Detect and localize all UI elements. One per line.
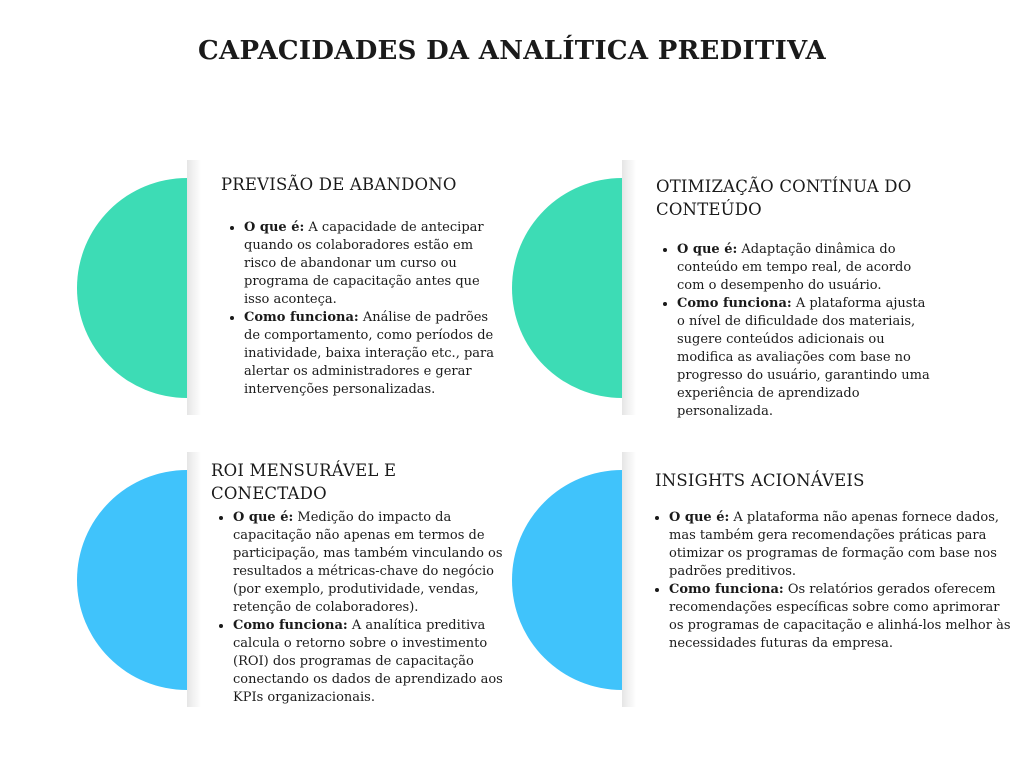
list-item: • Como funciona: Os relatórios gerados oferecem recomendações específicas sobre como aprimorar os programas de capacitação e alinhá-los melhor às necessidades futuras da empresa.: [669, 581, 1017, 653]
blue-half-circle: [77, 470, 187, 690]
card-shadow: [622, 160, 636, 415]
list-item: • O que é: A plataforma não apenas fornece dados, mas também gera recomendações práticas para otimizar os programas de formação com base nos padrões preditivos.: [669, 509, 1017, 581]
card-bullets: [211, 509, 517, 707]
list-item: • O que é: Medição do impacto da capacitação não apenas em termos de participação, mas também vinculando os resultados a métricas-chave do negócio (por exemplo, produtividade, vendas, retenção de colaboradores).: [233, 509, 517, 617]
list-item: • O que é: Adaptação dinâmica do conteúdo em tempo real, de acordo com o desempenho do usuário.: [677, 241, 935, 295]
list-item: • Como funciona: A analítica preditiva calcula o retorno sobre o investimento (ROI) dos programas de capacitação conectando os dados de aprendizado aos KPIs organizacionais.: [233, 617, 517, 707]
list-item: • O que é: A capacidade de antecipar quando os colaboradores estão em risco de abandonar um curso ou programa de capacitação antes que isso aconteça.: [244, 219, 506, 309]
page-title: CAPACIDADES DA ANALÍTICA PREDITIVA: [198, 36, 826, 66]
card-shadow: [187, 452, 201, 707]
card-title: INSIGHTS ACIONÁVEIS: [655, 471, 865, 490]
blue-half-circle: [512, 470, 622, 690]
card-title: OTIMIZAÇÃO CONTÍNUA DO CONTEÚDO: [656, 177, 912, 219]
list-item: • Como funciona: A plataforma ajusta o nível de dificuldade dos materiais, sugere conteúdos adicionais ou modifica as avaliações com base no progresso do usuário, garantindo uma experiência de aprendizado personalizada.: [677, 295, 935, 421]
green-half-circle: [512, 178, 622, 398]
card-shadow: [187, 160, 201, 415]
list-item: • Como funciona: Análise de padrões de comportamento, como períodos de inatividade, baixa interação etc., para alertar os administradores e gerar intervenções personalizadas.: [244, 309, 506, 399]
card-title: PREVISÃO DE ABANDONO: [221, 175, 457, 194]
green-half-circle: [77, 178, 187, 398]
card-shadow: [622, 452, 636, 707]
card-bullets: [647, 509, 1017, 653]
card-bullets: [655, 241, 935, 421]
card-title: ROI MENSURÁVEL E CONECTADO: [211, 461, 397, 503]
card-bullets: [222, 219, 506, 399]
